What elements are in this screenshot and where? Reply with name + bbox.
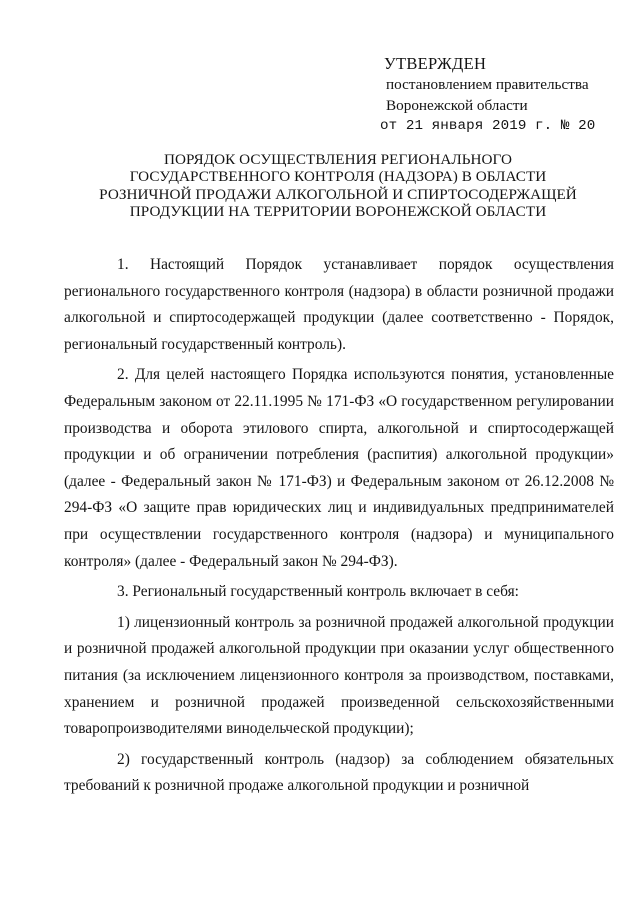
document-body [64, 252, 614, 800]
document-title-line: ПОРЯДОК ОСУЩЕСТВЛЕНИЯ РЕГИОНАЛЬНОГО [163, 151, 513, 168]
paragraph-4: 1) лицензионный контроль за розничной продажей алкогольной продукции и розничной продажей алкогольной продукции при оказании услуг общественного питания (за исключением лицензионного контроля за производством, поставками, хранением и розничной продажей произведенной сельскохозяйственными товаропроизводителями винодельческой продукции); [64, 613, 614, 738]
approval-line-resolution: постановлением правительства [386, 76, 589, 93]
paragraph-5: 2) государственный контроль (надзор) за соблюдением обязательных требований к розничной продаже алкогольной продукции и розничной [64, 750, 614, 795]
approval-line-date-number: от 21 января 2019 г. № 20 [380, 118, 596, 134]
document-title-line: ГОСУДАРСТВЕННОГО КОНТРОЛЯ (НАДЗОРА) В ОБЛАСТИ [129, 168, 547, 186]
paragraph-3: 3. Региональный государственный контроль включает в себя: [117, 583, 519, 601]
approval-line-region: Воронежской области [386, 97, 528, 114]
paragraph-1: 1. Настоящий Порядок устанавливает порядок осуществления регионального государственного контроля (надзора) в области розничной продажи алкогольной и спиртосодержащей продукции (далее соответственно - Порядок, региональный государственный контроль). [64, 256, 614, 353]
approval-title: УТВЕРЖДЕН [384, 54, 487, 73]
document-title [60, 151, 616, 221]
paragraph-2: 2. Для целей настоящего Порядка используются понятия, установленные Федеральным законом от 22.11.1995 № 171-ФЗ «О государственном регулировании производства и оборота этилового спирта, алкогольной и спиртосодержащей продукции и об ограничении потребления (распития) алкогольной продукции» (далее - Федеральный закон № 171-ФЗ) и Федеральным законом от 26.12.2008 № 294-ФЗ «О защите прав юридических лиц и индивидуальных предпринимателей при осуществлении государственного контроля (надзора) и муниципального контроля» (далее - Федеральный закон № 294-ФЗ). [64, 366, 614, 570]
document-title-line: РОЗНИЧНОЙ ПРОДАЖИ АЛКОГОЛЬНОЙ И СПИРТОСОДЕРЖАЩЕЙ [99, 185, 577, 203]
approval-stamp [380, 53, 624, 137]
document-title-line: ПРОДУКЦИИ НА ТЕРРИТОРИИ ВОРОНЕЖСКОЙ ОБЛАСТИ [129, 203, 547, 221]
